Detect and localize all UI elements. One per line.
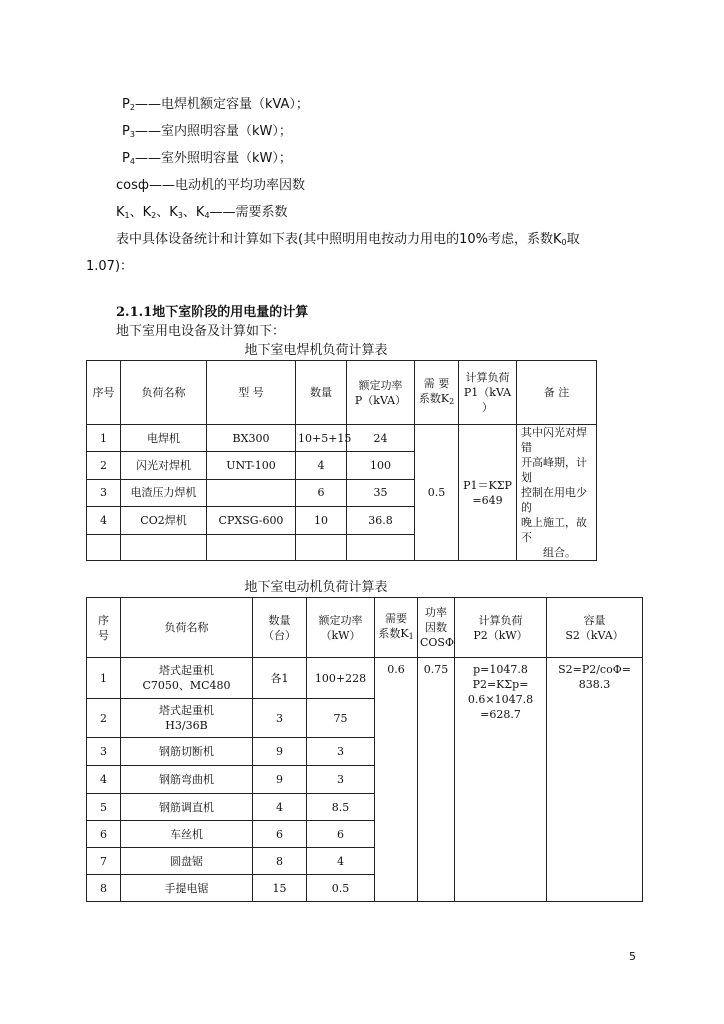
- t2-r7-power: 4: [307, 848, 375, 875]
- t2-r5-power: 8.5: [307, 794, 375, 821]
- t2-r8-no: 8: [87, 875, 121, 902]
- t1-r2-name: 闪光对焊机: [121, 452, 207, 479]
- t2-r8-qty: 15: [253, 875, 307, 902]
- t2-h-k: 需要 系数$K_1$: [375, 598, 418, 658]
- t2-cos-value: 0.75: [418, 658, 455, 902]
- t1-r3-model: [207, 479, 296, 506]
- t2-r6-no: 6: [87, 821, 121, 848]
- table2-caption: 地下室电动机负荷计算表: [244, 580, 388, 595]
- t1-r3-name: 电渣压力焊机: [121, 479, 207, 506]
- t2-r1-power: 100+228: [307, 658, 375, 699]
- t2-r7-no: 7: [87, 848, 121, 875]
- t1-k-value: 0.5: [415, 425, 459, 561]
- section-heading: 2.1.1地下室阶段的用电量的计算: [116, 305, 309, 320]
- t1-r2-model: UNT-100: [207, 452, 296, 479]
- t1-r5-no: [87, 534, 121, 560]
- motor-load-table: [86, 597, 643, 902]
- t1-h-calc: 计算负荷 P1（kVA ）: [459, 361, 517, 425]
- t1-r4-no: 4: [87, 507, 121, 534]
- note-cos: cosф——电动机的平均功率因数: [116, 178, 305, 193]
- t1-h-no: 序号: [87, 361, 121, 425]
- t1-r4-power: 36.8: [347, 507, 415, 534]
- t2-capacity: S2=P2/coΦ= 838.3: [547, 658, 643, 902]
- t2-r4-no: 4: [87, 766, 121, 794]
- t1-r5-qty: [296, 534, 347, 560]
- t2-r3-name: 钢筋切断机: [121, 738, 253, 766]
- t2-h-calc: 计算负荷 P2（kW）: [455, 598, 547, 658]
- t1-h-power: 额定功率 P（kVA）: [347, 361, 415, 425]
- t2-r1-name: 塔式起重机 C7050、MC480: [121, 658, 253, 699]
- t1-r4-qty: 10: [296, 507, 347, 534]
- t2-h-no: 序 号: [87, 598, 121, 658]
- t2-r1-qty: 各1: [253, 658, 307, 699]
- t1-h-name: 负荷名称: [121, 361, 207, 425]
- welder-load-table: [86, 360, 597, 561]
- t1-h-qty: 数量: [296, 361, 347, 425]
- table-row: [87, 658, 643, 699]
- t2-r7-name: 圆盘锯: [121, 848, 253, 875]
- paragraph-line-1: 表中具体设备统计和计算如下表(其中照明用电按动力用电的10%考虑，系数$K_0$取: [116, 232, 580, 247]
- note-p3: $P_3——$室内照明容量（kW）；: [122, 124, 292, 139]
- t2-r3-power: 3: [307, 738, 375, 766]
- t1-r1-name: 电焊机: [121, 425, 207, 452]
- t1-r4-name: CO2焊机: [121, 507, 207, 534]
- t1-r1-no: 1: [87, 425, 121, 452]
- t2-r1-no: 1: [87, 658, 121, 699]
- t2-r6-power: 6: [307, 821, 375, 848]
- t1-r5-model: [207, 534, 296, 560]
- t1-r1-model: BX300: [207, 425, 296, 452]
- t2-h-cap: 容量 S2（kVA）: [547, 598, 643, 658]
- t2-r6-name: 车丝机: [121, 821, 253, 848]
- t1-h-k: 需 要 系数$K_2$: [415, 361, 459, 425]
- t2-r4-name: 钢筋弯曲机: [121, 766, 253, 794]
- t2-r4-power: 3: [307, 766, 375, 794]
- t1-r3-no: 3: [87, 479, 121, 506]
- t2-r8-power: 0.5: [307, 875, 375, 902]
- table1-header-row: [87, 361, 597, 425]
- t2-r2-no: 2: [87, 699, 121, 738]
- t1-h-note: 备 注: [517, 361, 597, 425]
- t2-r3-qty: 9: [253, 738, 307, 766]
- t2-r5-qty: 4: [253, 794, 307, 821]
- t1-r2-qty: 4: [296, 452, 347, 479]
- t1-r3-power: 35: [347, 479, 415, 506]
- t2-r2-qty: 3: [253, 699, 307, 738]
- section-intro: 地下室用电设备及计算如下：: [116, 324, 286, 339]
- t2-r5-name: 钢筋调直机: [121, 794, 253, 821]
- t2-h-name: 负荷名称: [121, 598, 253, 658]
- t1-r1-qty: 10+5+15: [296, 425, 347, 452]
- t1-calc: P1＝KΣP =649: [459, 425, 517, 561]
- t1-r2-power: 100: [347, 452, 415, 479]
- t1-r5-power: [347, 534, 415, 560]
- t2-k-value: 0.6: [375, 658, 418, 902]
- note-k: $K_1$、$K_2$、$K_3$、$K_4——$需要系数: [116, 205, 288, 220]
- t1-r5-name: [121, 534, 207, 560]
- t2-r8-name: 手提电锯: [121, 875, 253, 902]
- t2-h-qty: 数量 （台）: [253, 598, 307, 658]
- t2-h-power: 额定功率 （kW）: [307, 598, 375, 658]
- t2-r3-no: 3: [87, 738, 121, 766]
- t1-r1-power: 24: [347, 425, 415, 452]
- t2-r2-name: 塔式起重机 H3/36B: [121, 699, 253, 738]
- t2-r5-no: 5: [87, 794, 121, 821]
- note-p4: $P_4——$室外照明容量（kW）；: [122, 151, 292, 166]
- t1-h-model: 型 号: [207, 361, 296, 425]
- page-number: 5: [629, 950, 636, 963]
- table1-caption: 地下室电焊机负荷计算表: [244, 343, 388, 358]
- t2-r7-qty: 8: [253, 848, 307, 875]
- t2-r6-qty: 6: [253, 821, 307, 848]
- t1-r4-model: CPXSG-600: [207, 507, 296, 534]
- table2-header-row: [87, 598, 643, 658]
- paragraph-line-2: 1.07)：: [86, 259, 134, 274]
- note-p2: $P_2——$电焊机额定容量（kVA）；: [122, 97, 309, 112]
- table-row: [87, 425, 597, 452]
- t2-calc: p=1047.8 P2=KΣp= 0.6×1047.8 =628.7: [455, 658, 547, 902]
- t2-h-cos: 功率 因数 COSΦ: [418, 598, 455, 658]
- t2-r2-power: 75: [307, 699, 375, 738]
- t1-r3-qty: 6: [296, 479, 347, 506]
- t1-r2-no: 2: [87, 452, 121, 479]
- t2-r4-qty: 9: [253, 766, 307, 794]
- t1-note: 其中闪光对焊错 开高峰期，计划 控制在用电少的 晚上施工，故不 组合。: [517, 425, 597, 561]
